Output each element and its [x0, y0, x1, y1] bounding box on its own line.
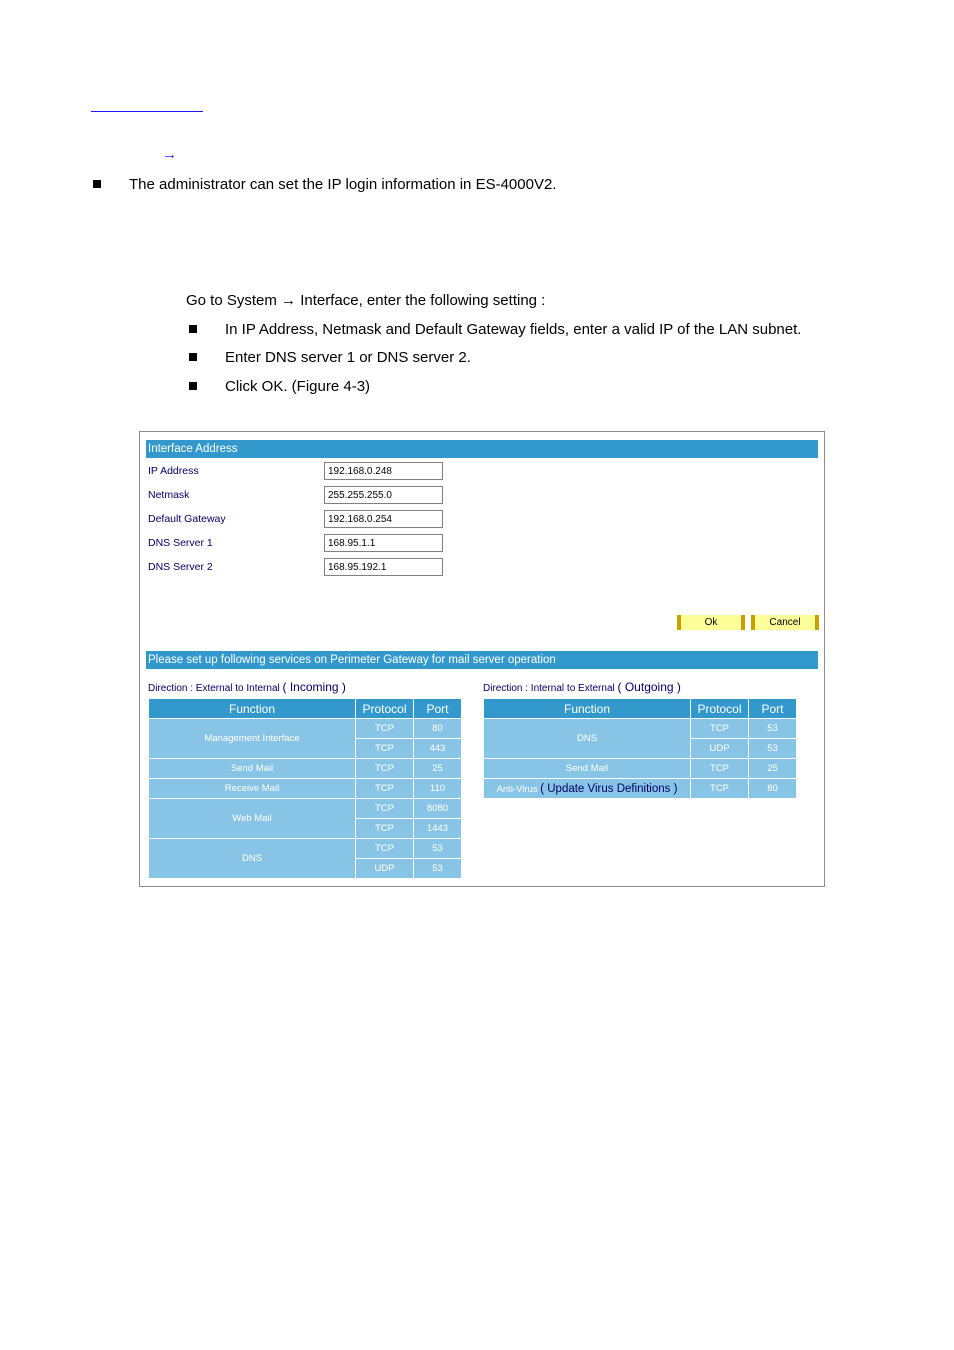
port-cell: 53 — [414, 859, 461, 878]
protocol-cell: TCP — [356, 759, 413, 778]
port-cell: 53 — [749, 719, 796, 738]
step-3: Click OK. (Figure 4-3) — [225, 378, 371, 395]
port-cell: 25 — [749, 759, 796, 778]
table-row — [484, 759, 796, 778]
step-1: In IP Address, Netmask and Default Gateway fields, enter a valid IP of the LAN subnet. — [225, 321, 802, 338]
incoming-direction-prefix: Direction : External to Internal — [148, 683, 280, 694]
protocol-cell: TCP — [691, 719, 748, 738]
protocol-cell: TCP — [356, 839, 413, 858]
port-cell: 110 — [414, 779, 461, 798]
port-column-header: Port — [414, 699, 461, 718]
protocol-cell: UDP — [691, 739, 748, 758]
protocol-cell: TCP — [356, 819, 413, 838]
port-cell: 443 — [414, 739, 461, 758]
table-header-row — [484, 699, 796, 718]
dns-server-2-label: DNS Server 2 — [148, 561, 213, 573]
incoming-direction-label — [148, 680, 346, 694]
interface-config-screenshot — [139, 431, 825, 887]
table-row — [484, 719, 796, 738]
outgoing-direction-label — [483, 680, 681, 694]
bullet-icon — [189, 325, 197, 333]
netmask-label: Netmask — [148, 489, 190, 501]
outgoing-direction-tag: ( Outgoing ) — [617, 680, 681, 694]
interface-address-header: Interface Address — [146, 440, 818, 458]
table-row — [149, 719, 461, 738]
protocol-cell: TCP — [356, 799, 413, 818]
function-cell — [484, 779, 690, 798]
bullet-icon — [93, 180, 101, 188]
dns-server-1-input[interactable] — [324, 534, 443, 552]
table-row — [149, 799, 461, 818]
ok-button[interactable]: Ok — [677, 615, 745, 630]
table-header-row — [149, 699, 461, 718]
function-cell: Receive Mail — [149, 779, 355, 798]
port-cell: 8080 — [414, 799, 461, 818]
default-gateway-input[interactable] — [324, 510, 443, 528]
bullet-icon — [189, 353, 197, 361]
incoming-services-table — [148, 698, 462, 879]
right-arrow-icon: → — [162, 146, 177, 163]
port-cell: 53 — [749, 739, 796, 758]
protocol-cell: UDP — [356, 859, 413, 878]
heading-link-underline — [91, 111, 203, 112]
netmask-input[interactable] — [324, 486, 443, 504]
port-cell: 53 — [414, 839, 461, 858]
protocol-column-header: Protocol — [691, 699, 748, 718]
update-virus-definitions-note: ( Update Virus Definitions ) — [540, 782, 678, 795]
bullet-icon — [189, 382, 197, 390]
function-cell: Send Mail — [484, 759, 690, 778]
function-cell: Management Interface — [149, 719, 355, 758]
function-column-header: Function — [484, 699, 690, 718]
protocol-cell: TCP — [356, 779, 413, 798]
port-cell: 80 — [414, 719, 461, 738]
protocol-cell: TCP — [356, 739, 413, 758]
table-row — [484, 779, 796, 798]
cancel-button[interactable]: Cancel — [751, 615, 819, 630]
outgoing-direction-prefix: Direction : Internal to External — [483, 683, 615, 694]
protocol-column-header: Protocol — [356, 699, 413, 718]
function-cell: DNS — [484, 719, 690, 758]
step-2: Enter DNS server 1 or DNS server 2. — [225, 349, 471, 366]
port-cell: 80 — [749, 779, 796, 798]
incoming-direction-tag: ( Incoming ) — [282, 680, 346, 694]
outgoing-services-table — [483, 698, 797, 799]
table-row — [149, 839, 461, 858]
ip-address-input[interactable] — [324, 462, 443, 480]
dns-server-1-label: DNS Server 1 — [148, 537, 213, 549]
default-gateway-label: Default Gateway — [148, 513, 226, 525]
dns-server-2-input[interactable] — [324, 558, 443, 576]
function-cell: DNS — [149, 839, 355, 878]
function-column-header: Function — [149, 699, 355, 718]
port-column-header: Port — [749, 699, 796, 718]
table-row — [149, 779, 461, 798]
intro-text: The administrator can set the IP login information in ES-4000V2. — [129, 176, 557, 193]
port-cell: 25 — [414, 759, 461, 778]
services-header: Please set up following services on Perimeter Gateway for mail server operation — [146, 651, 818, 669]
function-cell: Send Mail — [149, 759, 355, 778]
function-cell: Web Mail — [149, 799, 355, 838]
go-to-instruction: Go to System → Interface, enter the following setting : — [186, 292, 546, 309]
ip-address-label: IP Address — [148, 465, 199, 477]
port-cell: 1443 — [414, 819, 461, 838]
protocol-cell: TCP — [356, 719, 413, 738]
anti-virus-label: Anti-Virus — [496, 783, 538, 795]
protocol-cell: TCP — [691, 779, 748, 798]
table-row — [149, 759, 461, 778]
protocol-cell: TCP — [691, 759, 748, 778]
